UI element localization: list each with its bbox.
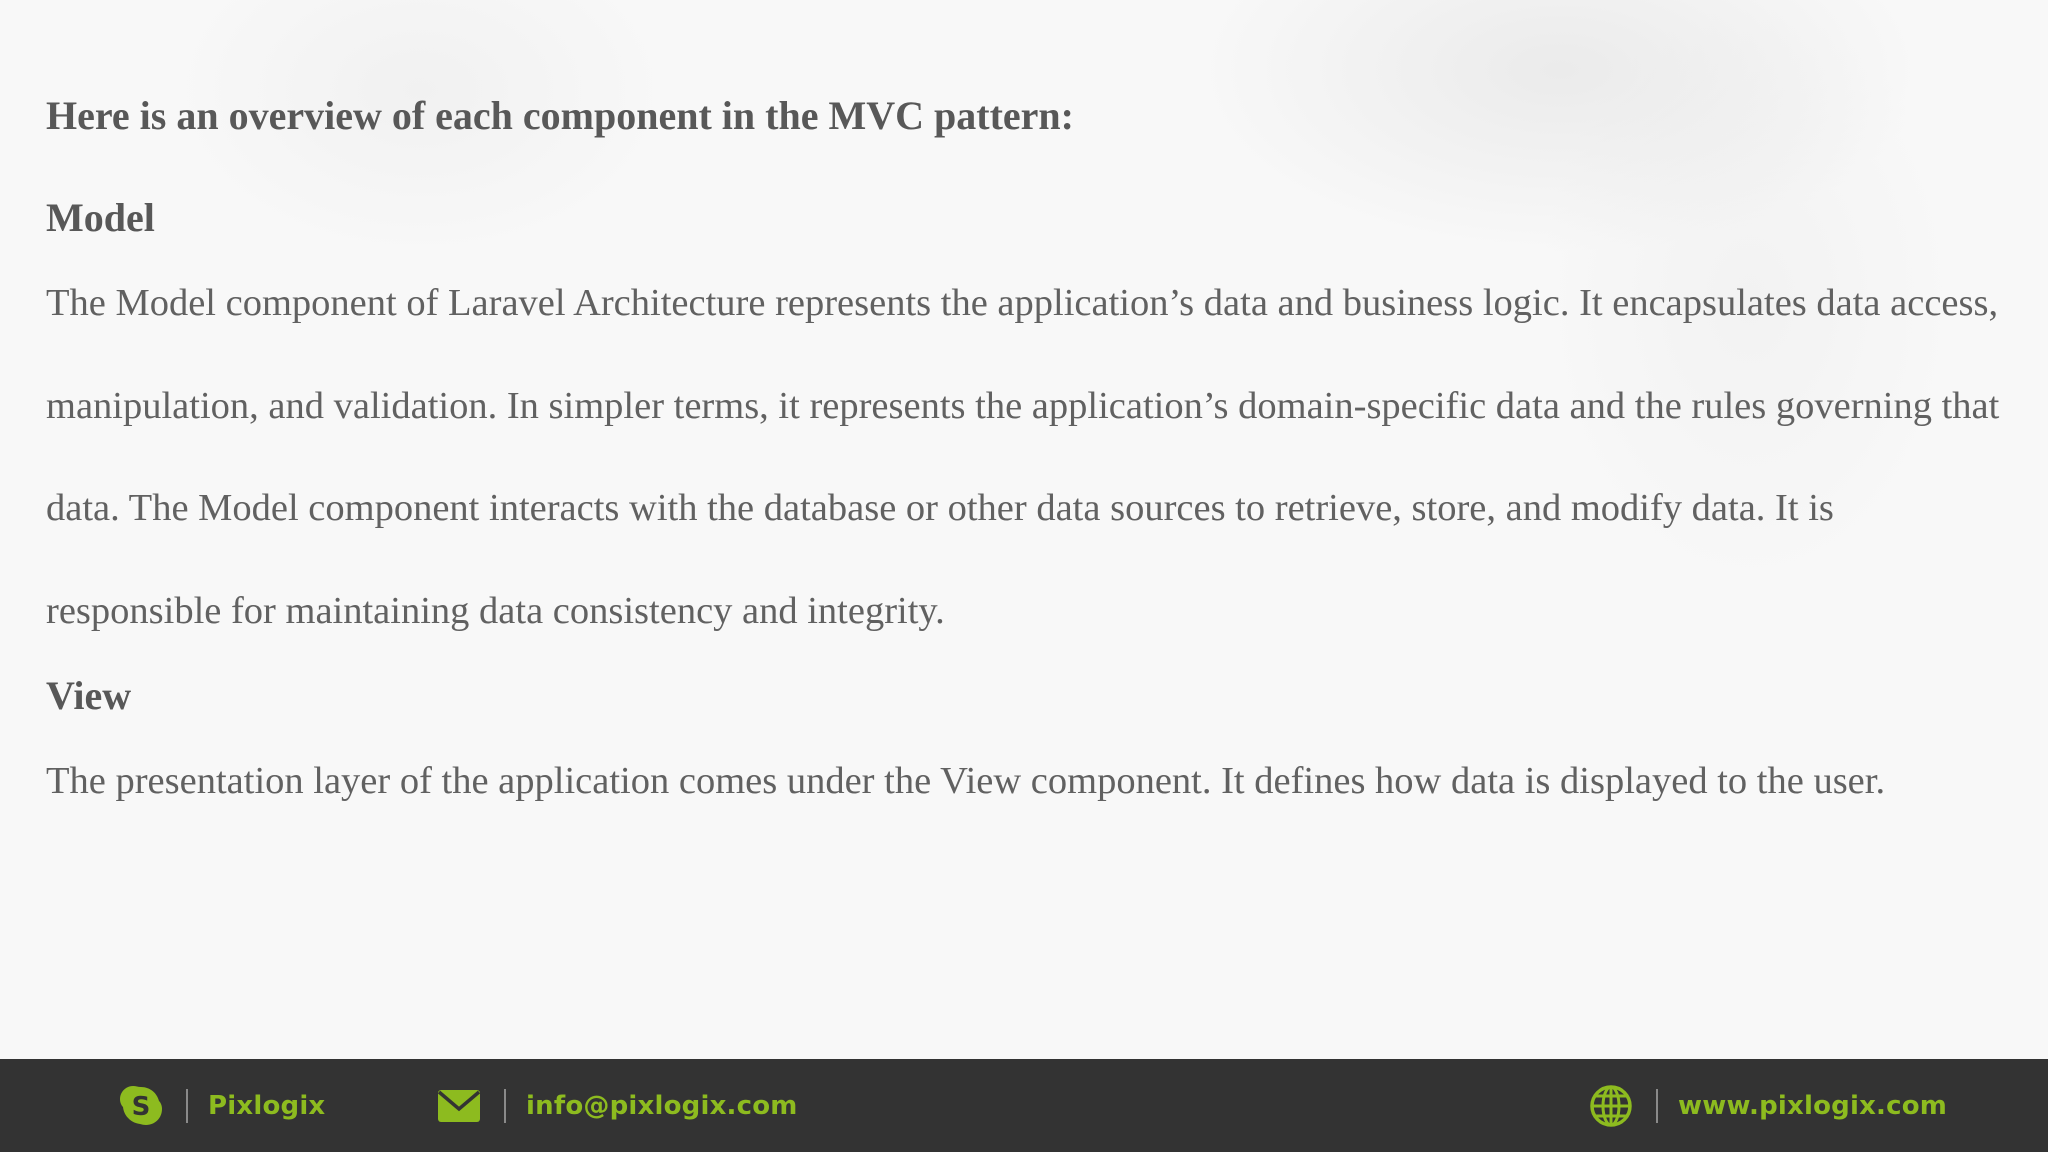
document-body [46,82,2006,833]
globe-icon [1588,1083,1634,1129]
skype-label: Pixlogix [208,1090,326,1121]
footer-website [1588,1059,1947,1152]
footer-separator [1656,1089,1658,1123]
section-title-view: View [46,673,132,718]
website-link[interactable]: www.pixlogix.com [1678,1090,1948,1121]
email-link[interactable]: info@pixlogix.com [526,1090,798,1121]
footer-bar [0,1059,2048,1152]
footer-skype [118,1059,325,1152]
svg-text:S: S [131,1091,151,1122]
section-text-model: The Model component of Laravel Architecture represents the application’s data and business logic. It encapsulates data access, manipulation, and validation. In simpler terms, it represents the application’s domain-specific data and the rules governing that data. The Model component interacts with the database or other data sources to retrieve, store, and modify data. It is responsible for maintaining data consistency and integrity. [46,282,2000,632]
section-text-view: The presentation layer of the application comes under the View component. It defines how data is displayed to the user. [46,760,1886,802]
envelope-icon [436,1083,482,1129]
skype-icon [118,1083,164,1129]
overview-heading: Here is an overview of each component in the MVC pattern: [46,93,1074,138]
footer-separator [504,1089,506,1123]
footer-separator [186,1089,188,1123]
footer-email [436,1059,798,1152]
section-title-model: Model [46,195,155,240]
